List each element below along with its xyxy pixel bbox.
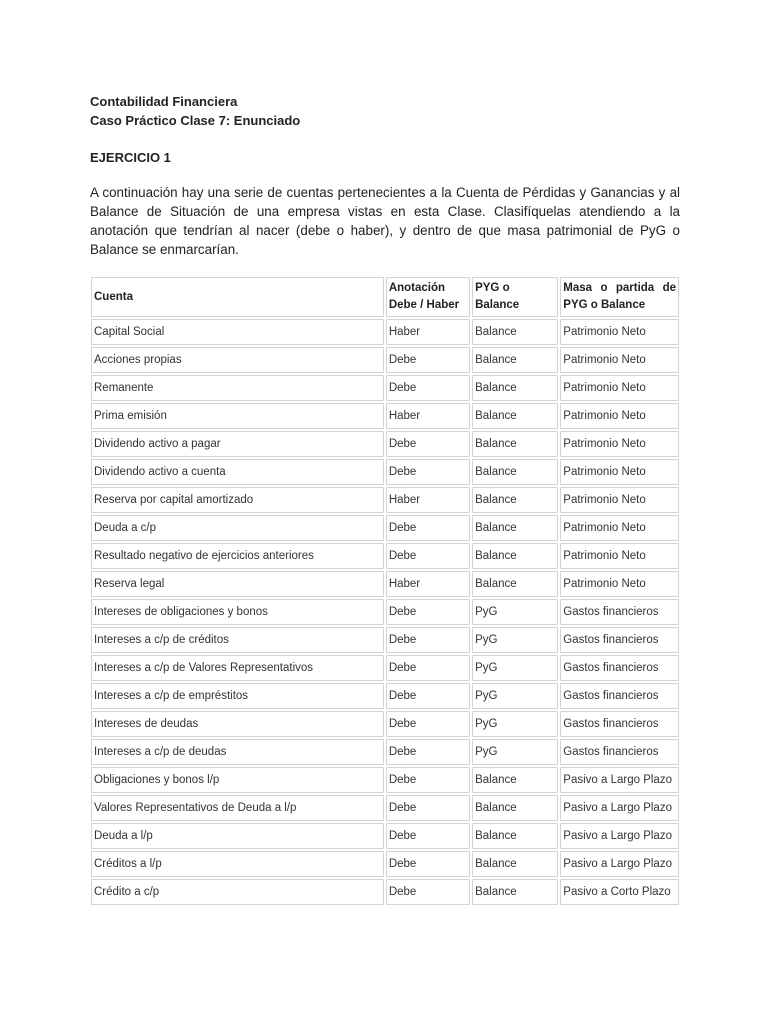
table-row	[91, 683, 679, 709]
cell-cuenta: Dividendo activo a pagar	[91, 431, 384, 457]
table-row	[91, 543, 679, 569]
cell-cuenta: Intereses de deudas	[91, 711, 384, 737]
cell-pyg-balance: Balance	[472, 319, 558, 345]
cell-anotacion: Debe	[386, 599, 470, 625]
table-row	[91, 655, 679, 681]
cell-pyg-balance: PyG	[472, 739, 558, 765]
header-masa	[560, 277, 679, 317]
cell-anotacion: Debe	[386, 711, 470, 737]
cell-anotacion: Debe	[386, 459, 470, 485]
cell-pyg-balance: PyG	[472, 683, 558, 709]
cell-anotacion: Debe	[386, 739, 470, 765]
cell-masa: Patrimonio Neto	[560, 515, 679, 541]
case-title: Caso Práctico Clase 7: Enunciado	[90, 113, 301, 128]
cell-anotacion: Debe	[386, 375, 470, 401]
table-row	[91, 403, 679, 429]
table-row	[91, 795, 679, 821]
header-anotacion-line2: Debe / Haber	[388, 299, 460, 311]
cell-pyg-balance: PyG	[472, 627, 558, 653]
table-row	[91, 851, 679, 877]
cell-anotacion: Debe	[386, 683, 470, 709]
header-cuenta: Cuenta	[91, 277, 384, 317]
cell-anotacion: Debe	[386, 627, 470, 653]
table-row	[91, 347, 679, 373]
cell-cuenta: Créditos a l/p	[91, 851, 384, 877]
cell-anotacion: Haber	[386, 403, 470, 429]
table-row	[91, 431, 679, 457]
cell-pyg-balance: Balance	[472, 459, 558, 485]
cell-masa: Gastos financieros	[560, 683, 679, 709]
table-row	[91, 459, 679, 485]
cell-cuenta: Intereses de obligaciones y bonos	[91, 599, 384, 625]
cell-pyg-balance: Balance	[472, 543, 558, 569]
cell-masa: Patrimonio Neto	[560, 431, 679, 457]
cell-masa: Pasivo a Largo Plazo	[560, 795, 679, 821]
cell-anotacion: Debe	[386, 347, 470, 373]
table-header-row	[91, 277, 679, 317]
cell-masa: Patrimonio Neto	[560, 347, 679, 373]
cell-anotacion: Debe	[386, 795, 470, 821]
cell-masa: Pasivo a Corto Plazo	[560, 879, 679, 905]
cell-cuenta: Deuda a c/p	[91, 515, 384, 541]
cell-cuenta: Remanente	[91, 375, 384, 401]
cell-cuenta: Intereses a c/p de deudas	[91, 739, 384, 765]
cell-pyg-balance: Balance	[472, 571, 558, 597]
cell-cuenta: Reserva por capital amortizado	[91, 487, 384, 513]
cell-pyg-balance: Balance	[472, 403, 558, 429]
table-row	[91, 739, 679, 765]
cell-anotacion: Debe	[386, 515, 470, 541]
accounts-table	[89, 275, 681, 907]
cell-masa: Gastos financieros	[560, 627, 679, 653]
cell-cuenta: Crédito a c/p	[91, 879, 384, 905]
cell-cuenta: Deuda a l/p	[91, 823, 384, 849]
cell-cuenta: Acciones propias	[91, 347, 384, 373]
cell-pyg-balance: Balance	[472, 347, 558, 373]
header-pyg-balance: PYG o Balance	[472, 277, 558, 317]
cell-pyg-balance: Balance	[472, 487, 558, 513]
cell-masa: Patrimonio Neto	[560, 319, 679, 345]
cell-pyg-balance: Balance	[472, 767, 558, 793]
table-row	[91, 767, 679, 793]
cell-pyg-balance: Balance	[472, 823, 558, 849]
course-title: Contabilidad Financiera	[90, 94, 238, 109]
cell-masa: Patrimonio Neto	[560, 403, 679, 429]
table-body	[91, 319, 679, 905]
cell-cuenta: Valores Representativos de Deuda a l/p	[91, 795, 384, 821]
document-page	[90, 92, 680, 907]
cell-pyg-balance: Balance	[472, 795, 558, 821]
cell-masa: Gastos financieros	[560, 711, 679, 737]
cell-masa: Gastos financieros	[560, 655, 679, 681]
cell-pyg-balance: Balance	[472, 515, 558, 541]
cell-cuenta: Dividendo activo a cuenta	[91, 459, 384, 485]
table-row	[91, 711, 679, 737]
table-row	[91, 627, 679, 653]
cell-anotacion: Debe	[386, 431, 470, 457]
cell-masa: Patrimonio Neto	[560, 375, 679, 401]
cell-anotacion: Haber	[386, 487, 470, 513]
cell-cuenta: Obligaciones y bonos l/p	[91, 767, 384, 793]
cell-masa: Patrimonio Neto	[560, 487, 679, 513]
cell-cuenta: Reserva legal	[91, 571, 384, 597]
cell-cuenta: Prima emisión	[91, 403, 384, 429]
cell-pyg-balance: Balance	[472, 851, 558, 877]
table-row	[91, 571, 679, 597]
cell-anotacion: Debe	[386, 851, 470, 877]
cell-masa: Gastos financieros	[560, 739, 679, 765]
table-row	[91, 375, 679, 401]
cell-pyg-balance: PyG	[472, 711, 558, 737]
cell-anotacion: Debe	[386, 655, 470, 681]
cell-masa: Pasivo a Largo Plazo	[560, 767, 679, 793]
cell-anotacion: Debe	[386, 823, 470, 849]
cell-anotacion: Haber	[386, 319, 470, 345]
table-row	[91, 515, 679, 541]
header-masa-line2: PYG o Balance	[563, 299, 646, 311]
header-masa-line1: Masa o partida de	[563, 282, 676, 294]
cell-masa: Pasivo a Largo Plazo	[560, 823, 679, 849]
cell-cuenta: Resultado negativo de ejercicios anteriores	[91, 543, 384, 569]
table-row	[91, 319, 679, 345]
header-anotacion	[386, 277, 470, 317]
cell-anotacion: Debe	[386, 879, 470, 905]
cell-cuenta: Intereses a c/p de Valores Representativos	[91, 655, 384, 681]
cell-anotacion: Debe	[386, 767, 470, 793]
cell-pyg-balance: PyG	[472, 599, 558, 625]
cell-pyg-balance: Balance	[472, 879, 558, 905]
cell-cuenta: Capital Social	[91, 319, 384, 345]
cell-cuenta: Intereses a c/p de créditos	[91, 627, 384, 653]
exercise-statement: A continuación hay una serie de cuentas pertenecientes a la Cuenta de Pérdidas y Ganancias y al Balance de Situación de una empresa vistas en esta Clase. Clasifíquelas atendiendo a la anotación que tendrían al nacer (debe o haber), y dentro de que masa patrimonial de PyG o Balance se enmarcarían.	[90, 185, 680, 257]
table-row	[91, 599, 679, 625]
cell-pyg-balance: Balance	[472, 431, 558, 457]
cell-masa: Gastos financieros	[560, 599, 679, 625]
cell-masa: Patrimonio Neto	[560, 571, 679, 597]
table-row	[91, 823, 679, 849]
cell-pyg-balance: PyG	[472, 655, 558, 681]
cell-pyg-balance: Balance	[472, 375, 558, 401]
header-anotacion-line1: Anotación	[388, 282, 446, 294]
cell-anotacion: Debe	[386, 543, 470, 569]
cell-masa: Patrimonio Neto	[560, 459, 679, 485]
cell-anotacion: Haber	[386, 571, 470, 597]
cell-cuenta: Intereses a c/p de empréstitos	[91, 683, 384, 709]
table-row	[91, 487, 679, 513]
table-row	[91, 879, 679, 905]
cell-masa: Pasivo a Largo Plazo	[560, 851, 679, 877]
cell-masa: Patrimonio Neto	[560, 543, 679, 569]
exercise-heading: EJERCICIO 1	[90, 150, 171, 165]
